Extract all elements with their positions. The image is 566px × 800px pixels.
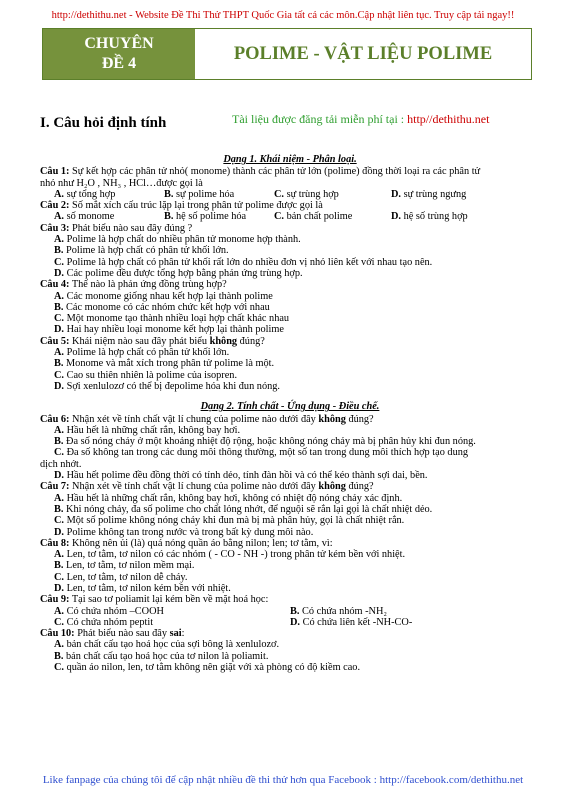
- subsection-heading-1: Dạng 1. Khái niệm - Phân loại.: [223, 154, 357, 165]
- option-b: B. Polime là hợp chất có phân tử khối lớn.: [54, 245, 229, 257]
- option-c: C. Len, tơ tằm, tơ nilon dễ cháy.: [54, 571, 188, 583]
- question-2: Câu 2: Số mắt xích cấu trúc lặp lại trong phân tử polime được gọi là: [40, 200, 323, 212]
- options-row: [40, 606, 540, 617]
- option-d: D. Có chứa liên kết -NH-CO-: [290, 616, 413, 628]
- option-d: D. Hai hay nhiều loại monome kết hợp lại thành polime: [54, 324, 284, 336]
- question-4: Câu 4: Thế nào là phản ứng đồng trùng hợp?: [40, 279, 227, 291]
- option-c: C. bản chất polime: [274, 211, 353, 223]
- question-1: [40, 166, 540, 177]
- option-b: B. Đa số nóng chảy ở một khoảng nhiệt độ rộng, hoặc không nóng chảy mà bị phân hủy khi đun nóng.: [54, 436, 476, 448]
- option-a: A. số monome: [54, 211, 115, 223]
- option-a: A. Có chứa nhóm –COOH: [54, 605, 164, 617]
- question-6: Câu 6: Nhận xét về tính chất vật lí chung của polime nào dưới đây không đúng?: [40, 413, 374, 425]
- chapter-badge-line2: ĐỀ 4: [101, 55, 137, 72]
- question-label: Câu 1:: [40, 166, 70, 178]
- question-1-cont: nhỏ như H₂O , NH₃ , HCl…được gọi là: [40, 177, 203, 189]
- question-10: Câu 10: Phát biểu nào sau đây sai:: [40, 628, 185, 640]
- free-note-text: Tài liệu được đăng tải miễn phí tại :: [232, 112, 408, 126]
- option-c: C. Polime là hợp chất có phân tử khối rất lớn do nhiều đơn vị nhỏ liên kết với nhau tạo nên.: [54, 256, 433, 268]
- question-list: [40, 154, 540, 673]
- option-b: B. Khi nóng chảy, đa số polime cho chất lỏng nhớt, để nguội sẽ rắn lại gọi là chất nhiệt dẻo.: [54, 503, 433, 515]
- option-c: C. Cao su thiên nhiên là polime của isopren.: [54, 369, 238, 381]
- option-a: A. Hầu hết là những chất rắn, không bay hơi.: [54, 424, 241, 436]
- option-d: D. Polime không tan trong nước và trong bất kỳ dung môi nào.: [54, 526, 314, 538]
- option-b: B. Có chứa nhóm -NH₂: [290, 605, 387, 617]
- options-row: [40, 211, 540, 222]
- option-a: A. Các monome giống nhau kết hợp lại thành polime: [54, 290, 273, 302]
- option-b: B. hệ số polime hóa: [164, 211, 247, 223]
- option-a: A. Len, tơ tằm, tơ nilon có các nhóm ( - CO - NH -) trong phân tử kém bền với nhiệt.: [54, 549, 406, 561]
- option-b: B. Monome và mắt xích trong phân tử polime là một.: [54, 358, 275, 370]
- option-d: D. Len, tơ tằm, tơ nilon kém bền với nhiệt.: [54, 582, 231, 594]
- option-a: A. sự tổng hợp: [54, 188, 116, 200]
- options-row: [40, 617, 540, 628]
- top-banner-link[interactable]: http://dethithu.net - Website Đề Thi Thử THPT Quốc Gia tất cả các môn.Cập nhật liên tục. Truy cập tải ngay!!: [51, 10, 515, 21]
- option-b: B. Len, tơ tằm, tơ nilon mềm mại.: [54, 560, 195, 572]
- question-9: Câu 9: Tại sao tơ poliamit lại kém bền về mặt hoá học:: [40, 594, 269, 606]
- option-c: C. Đa số không tan trong các dung môi thông thường, một số tan trong dung môi thích hợp tạo dung: [54, 447, 469, 459]
- option-a: A. Polime là hợp chất có phân tử khối lớn.: [54, 347, 230, 359]
- option-b: B. Các monome có các nhóm chức kết hợp với nhau: [54, 301, 270, 313]
- option-b: B. bản chất cấu tạo hoá học của tơ nilon là poliamit.: [54, 650, 269, 662]
- free-note: [232, 112, 489, 127]
- option-d: D. Hầu hết polime đều đồng thời có tính dẻo, tính đàn hồi và có thể kéo thành sợi dai, bền.: [54, 470, 428, 482]
- option-c: C. quần áo nilon, len, tơ tằm không nên giặt với xà phòng có độ kiềm cao.: [54, 662, 361, 674]
- option-c: C. Một monome tạo thành nhiều loại hợp chất khác nhau: [54, 313, 290, 325]
- option-c-cont: dịch nhớt.: [40, 458, 82, 470]
- option-c: C. sự trùng hợp: [274, 188, 339, 200]
- question-text: Sự kết hợp các phân tử nhỏ( monome) thành các phân tử lớn (polime) đồng thời loại ra các phân tử: [69, 166, 481, 178]
- option-c: C. Một số polime không nóng chảy khi đun mà bị mà phân hủy, gọi là chất nhiệt rắn.: [54, 515, 405, 527]
- question-3: Câu 3: Phát biểu nào sau đây đúng ?: [40, 222, 193, 234]
- option-a: A. bản chất cấu tạo hoá học của sợi bông là xenlulozơ.: [54, 639, 280, 651]
- question-8: Câu 8: Không nên ủi (là) quá nóng quần áo bằng nilon; len; tơ tằm, vì:: [40, 537, 333, 549]
- options-row: [40, 189, 540, 200]
- question-7: Câu 7: Nhận xét về tính chất vật lí chung của polime nào dưới đây không đúng?: [40, 481, 374, 493]
- option-d: D. Sợi xenlulozơ có thể bị đepolime hóa khi đun nóng.: [54, 380, 280, 392]
- option-d: D. Các polime đều được tổng hợp bằng phản ứng trùng hợp.: [54, 267, 303, 279]
- chapter-header: [42, 28, 532, 80]
- chapter-title: POLIME - VẬT LIỆU POLIME: [233, 43, 493, 64]
- option-d: D. hệ số trùng hợp: [391, 211, 468, 223]
- question-5: Câu 5: Khái niệm nào sau đây phát biểu không đúng?: [40, 335, 265, 347]
- footer-fanpage-link[interactable]: Like fanpage của chúng tôi để cập nhật nhiều đề thi thử hơn qua Facebook : http://facebook.com/dethithu.net: [42, 774, 524, 786]
- subsection-heading-2: Dạng 2. Tính chất - Ứng dụng - Điều chế.: [200, 401, 380, 413]
- option-a: A. Hầu hết là những chất rắn, không bay hơi, không có nhiệt độ nóng chảy xác định.: [54, 492, 403, 504]
- chapter-badge: [43, 29, 195, 79]
- option-d: D. sự trùng ngưng: [391, 188, 467, 200]
- free-note-link[interactable]: http//dethithu.net: [407, 112, 490, 126]
- chapter-badge-line1: CHUYÊN: [84, 35, 154, 52]
- section-title: I. Câu hỏi định tính: [40, 115, 167, 131]
- option-c: C. Có chứa nhóm peptit: [54, 616, 154, 628]
- option-b: B. sự polime hóa: [164, 188, 235, 200]
- option-a: A. Polime là hợp chất do nhiều phân tử monome hợp thành.: [54, 234, 301, 246]
